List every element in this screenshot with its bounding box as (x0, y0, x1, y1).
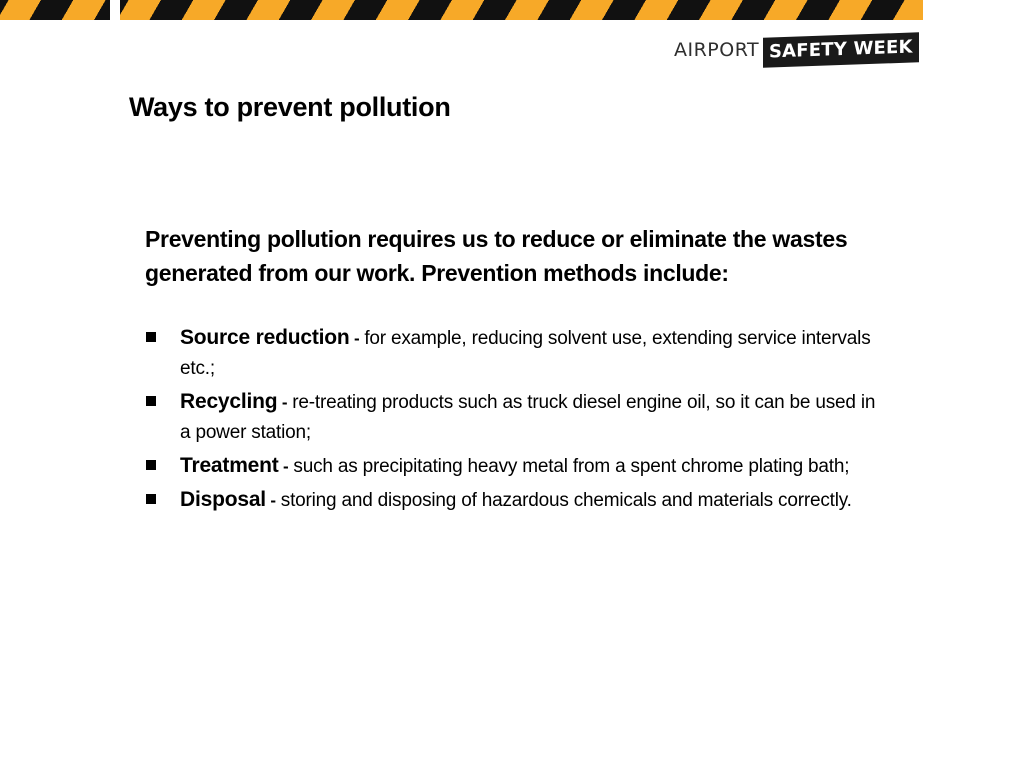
logo-safety-week-text: SAFETY WEEK (763, 32, 919, 67)
square-bullet-icon (146, 460, 156, 470)
intro-paragraph: Preventing pollution requires us to reduce or eliminate the wastes generated from our work. Prevention methods include: (145, 226, 848, 286)
hazard-stripe-pattern (120, 0, 923, 20)
list-item-disposal (145, 485, 890, 516)
method-description: storing and disposing of hazardous chemicals and materials correctly. (280, 490, 852, 511)
list-item-source-reduction (145, 323, 890, 384)
list-item-recycling (145, 387, 890, 448)
method-separator: - (353, 329, 365, 348)
method-term: Source reduction (180, 326, 350, 349)
airport-safety-week-logo (674, 33, 919, 67)
square-bullet-icon (146, 494, 156, 504)
logo-airport-text: AIRPORT (674, 39, 760, 61)
hazard-stripe-left (0, 0, 110, 20)
method-term: Recycling (180, 390, 278, 413)
square-bullet-icon (146, 396, 156, 406)
list-item-treatment (145, 451, 890, 482)
method-description: re-treating products such as truck diesel engine oil, so it can be used in a power station; (180, 392, 876, 443)
method-separator: - (281, 393, 293, 412)
method-description: such as precipitating heavy metal from a spent chrome plating bath; (293, 456, 850, 477)
slide-title: Ways to prevent pollution (129, 92, 451, 122)
method-separator: - (283, 457, 294, 476)
hazard-stripe-pattern (0, 0, 110, 20)
method-separator: - (270, 491, 281, 510)
square-bullet-icon (146, 332, 156, 342)
method-description: for example, reducing solvent use, extending service intervals etc.; (180, 328, 871, 379)
hazard-stripe-right (120, 0, 923, 20)
method-term: Treatment (180, 454, 279, 477)
prevention-methods-list (145, 323, 890, 519)
method-term: Disposal (180, 488, 266, 511)
